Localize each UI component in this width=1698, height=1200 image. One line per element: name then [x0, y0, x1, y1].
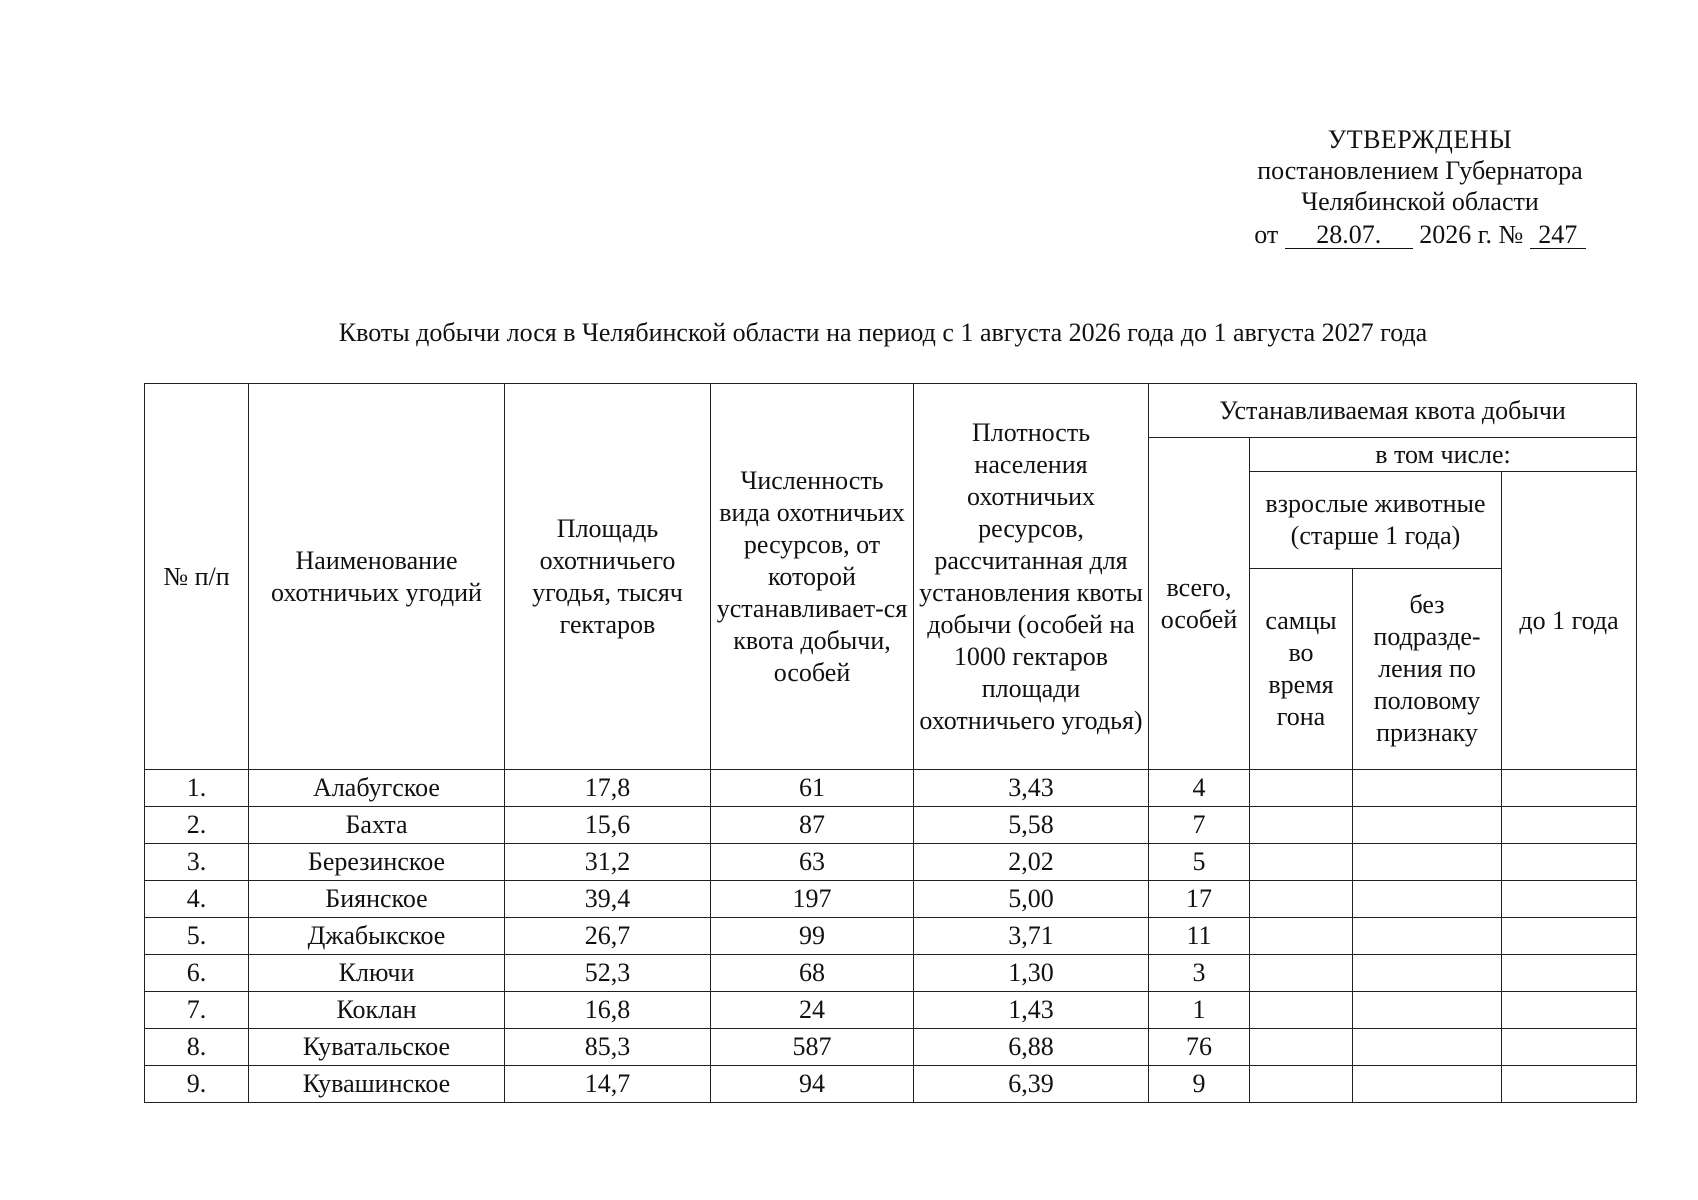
cell-young	[1502, 844, 1637, 881]
cell-population: 587	[711, 1029, 914, 1066]
cell-density: 3,71	[914, 918, 1149, 955]
cell-num: 5.	[145, 918, 249, 955]
cell-area: 85,3	[505, 1029, 711, 1066]
cell-total: 3	[1149, 955, 1250, 992]
cell-area: 14,7	[505, 1066, 711, 1103]
header-under-one: до 1 года	[1502, 472, 1637, 770]
cell-density: 1,43	[914, 992, 1149, 1029]
cell-density: 6,88	[914, 1029, 1149, 1066]
cell-nosplit	[1353, 1066, 1502, 1103]
cell-nosplit	[1353, 992, 1502, 1029]
cell-total: 5	[1149, 844, 1250, 881]
cell-num: 9.	[145, 1066, 249, 1103]
cell-nosplit	[1353, 807, 1502, 844]
approval-number: 247	[1530, 222, 1586, 249]
cell-nosplit	[1353, 1029, 1502, 1066]
cell-name: Березинское	[249, 844, 505, 881]
header-quota-group: Устанавливаемая квота добычи	[1149, 384, 1637, 438]
cell-males	[1250, 770, 1353, 807]
table-row	[145, 992, 1637, 1029]
cell-density: 3,43	[914, 770, 1149, 807]
cell-young	[1502, 807, 1637, 844]
cell-density: 5,00	[914, 881, 1149, 918]
cell-total: 9	[1149, 1066, 1250, 1103]
header-density: Плотность населения охотничьих ресурсов, рассчитанная для установления квоты добычи (особей на 1000 гектаров площади охотничьего угодья)	[914, 384, 1149, 770]
table-row	[145, 1029, 1637, 1066]
quota-table	[144, 383, 1637, 1103]
table-row	[145, 881, 1637, 918]
cell-males	[1250, 1066, 1353, 1103]
cell-name: Алабугское	[249, 770, 505, 807]
cell-population: 99	[711, 918, 914, 955]
cell-num: 7.	[145, 992, 249, 1029]
header-no-sex-split: без подразде-ления по половому признаку	[1353, 569, 1502, 770]
approval-date: 28.07.	[1285, 222, 1413, 249]
cell-num: 2.	[145, 807, 249, 844]
cell-name: Кувашинское	[249, 1066, 505, 1103]
cell-area: 26,7	[505, 918, 711, 955]
cell-area: 31,2	[505, 844, 711, 881]
header-including: в том числе:	[1250, 438, 1637, 472]
table-row	[145, 918, 1637, 955]
document-title: Квоты добычи лося в Челябинской области на период с 1 августа 2026 года до 1 августа 2027 года	[338, 318, 1428, 347]
approval-year-text: 2026 г. №	[1419, 220, 1524, 249]
cell-population: 87	[711, 807, 914, 844]
cell-nosplit	[1353, 770, 1502, 807]
cell-density: 1,30	[914, 955, 1149, 992]
cell-area: 15,6	[505, 807, 711, 844]
cell-area: 52,3	[505, 955, 711, 992]
table-row	[145, 1066, 1637, 1103]
cell-total: 1	[1149, 992, 1250, 1029]
cell-name: Бахта	[249, 807, 505, 844]
header-adults: взрослые животные (старше 1 года)	[1250, 472, 1502, 569]
cell-nosplit	[1353, 918, 1502, 955]
cell-nosplit	[1353, 844, 1502, 881]
cell-total: 17	[1149, 881, 1250, 918]
cell-population: 63	[711, 844, 914, 881]
header-population: Численность вида охотничьих ресурсов, от которой устанавливает-ся квота добычи, особей	[711, 384, 914, 770]
cell-density: 2,02	[914, 844, 1149, 881]
cell-num: 4.	[145, 881, 249, 918]
cell-name: Биянское	[249, 881, 505, 918]
cell-total: 4	[1149, 770, 1250, 807]
cell-area: 17,8	[505, 770, 711, 807]
table-header	[145, 384, 1637, 770]
approval-dateline	[1230, 219, 1610, 250]
table-row	[145, 807, 1637, 844]
cell-nosplit	[1353, 881, 1502, 918]
table-row	[145, 844, 1637, 881]
approval-heading: УТВЕРЖДЕНЫ	[1327, 125, 1513, 154]
cell-males	[1250, 992, 1353, 1029]
approval-line-2: Челябинской области	[1301, 187, 1539, 216]
cell-name: Куватальское	[249, 1029, 505, 1066]
cell-young	[1502, 881, 1637, 918]
header-total: всего, особей	[1149, 438, 1250, 770]
cell-total: 76	[1149, 1029, 1250, 1066]
cell-males	[1250, 1029, 1353, 1066]
cell-young	[1502, 955, 1637, 992]
header-area: Площадь охотничьего угодья, тысяч гектаров	[505, 384, 711, 770]
cell-total: 11	[1149, 918, 1250, 955]
cell-num: 3.	[145, 844, 249, 881]
cell-population: 68	[711, 955, 914, 992]
table-body	[145, 770, 1637, 1103]
cell-population: 24	[711, 992, 914, 1029]
cell-nosplit	[1353, 955, 1502, 992]
cell-population: 197	[711, 881, 914, 918]
cell-young	[1502, 770, 1637, 807]
table-row	[145, 770, 1637, 807]
cell-population: 94	[711, 1066, 914, 1103]
table-row	[145, 955, 1637, 992]
cell-males	[1250, 844, 1353, 881]
cell-males	[1250, 918, 1353, 955]
cell-density: 6,39	[914, 1066, 1149, 1103]
cell-young	[1502, 918, 1637, 955]
cell-males	[1250, 807, 1353, 844]
approval-from-label: от	[1254, 220, 1279, 249]
cell-area: 39,4	[505, 881, 711, 918]
cell-num: 8.	[145, 1029, 249, 1066]
cell-population: 61	[711, 770, 914, 807]
cell-young	[1502, 992, 1637, 1029]
cell-total: 7	[1149, 807, 1250, 844]
cell-name: Джабыкское	[249, 918, 505, 955]
approval-line-1: постановлением Губернатора	[1257, 156, 1583, 185]
cell-males	[1250, 955, 1353, 992]
cell-males	[1250, 881, 1353, 918]
header-num: № п/п	[145, 384, 249, 770]
approval-block	[1230, 124, 1610, 250]
cell-name: Ключи	[249, 955, 505, 992]
cell-num: 1.	[145, 770, 249, 807]
cell-young	[1502, 1029, 1637, 1066]
cell-density: 5,58	[914, 807, 1149, 844]
cell-area: 16,8	[505, 992, 711, 1029]
cell-young	[1502, 1066, 1637, 1103]
header-males-rut: самцы во время гона	[1250, 569, 1353, 770]
cell-num: 6.	[145, 955, 249, 992]
header-name: Наименование охотничьих угодий	[249, 384, 505, 770]
cell-name: Коклан	[249, 992, 505, 1029]
